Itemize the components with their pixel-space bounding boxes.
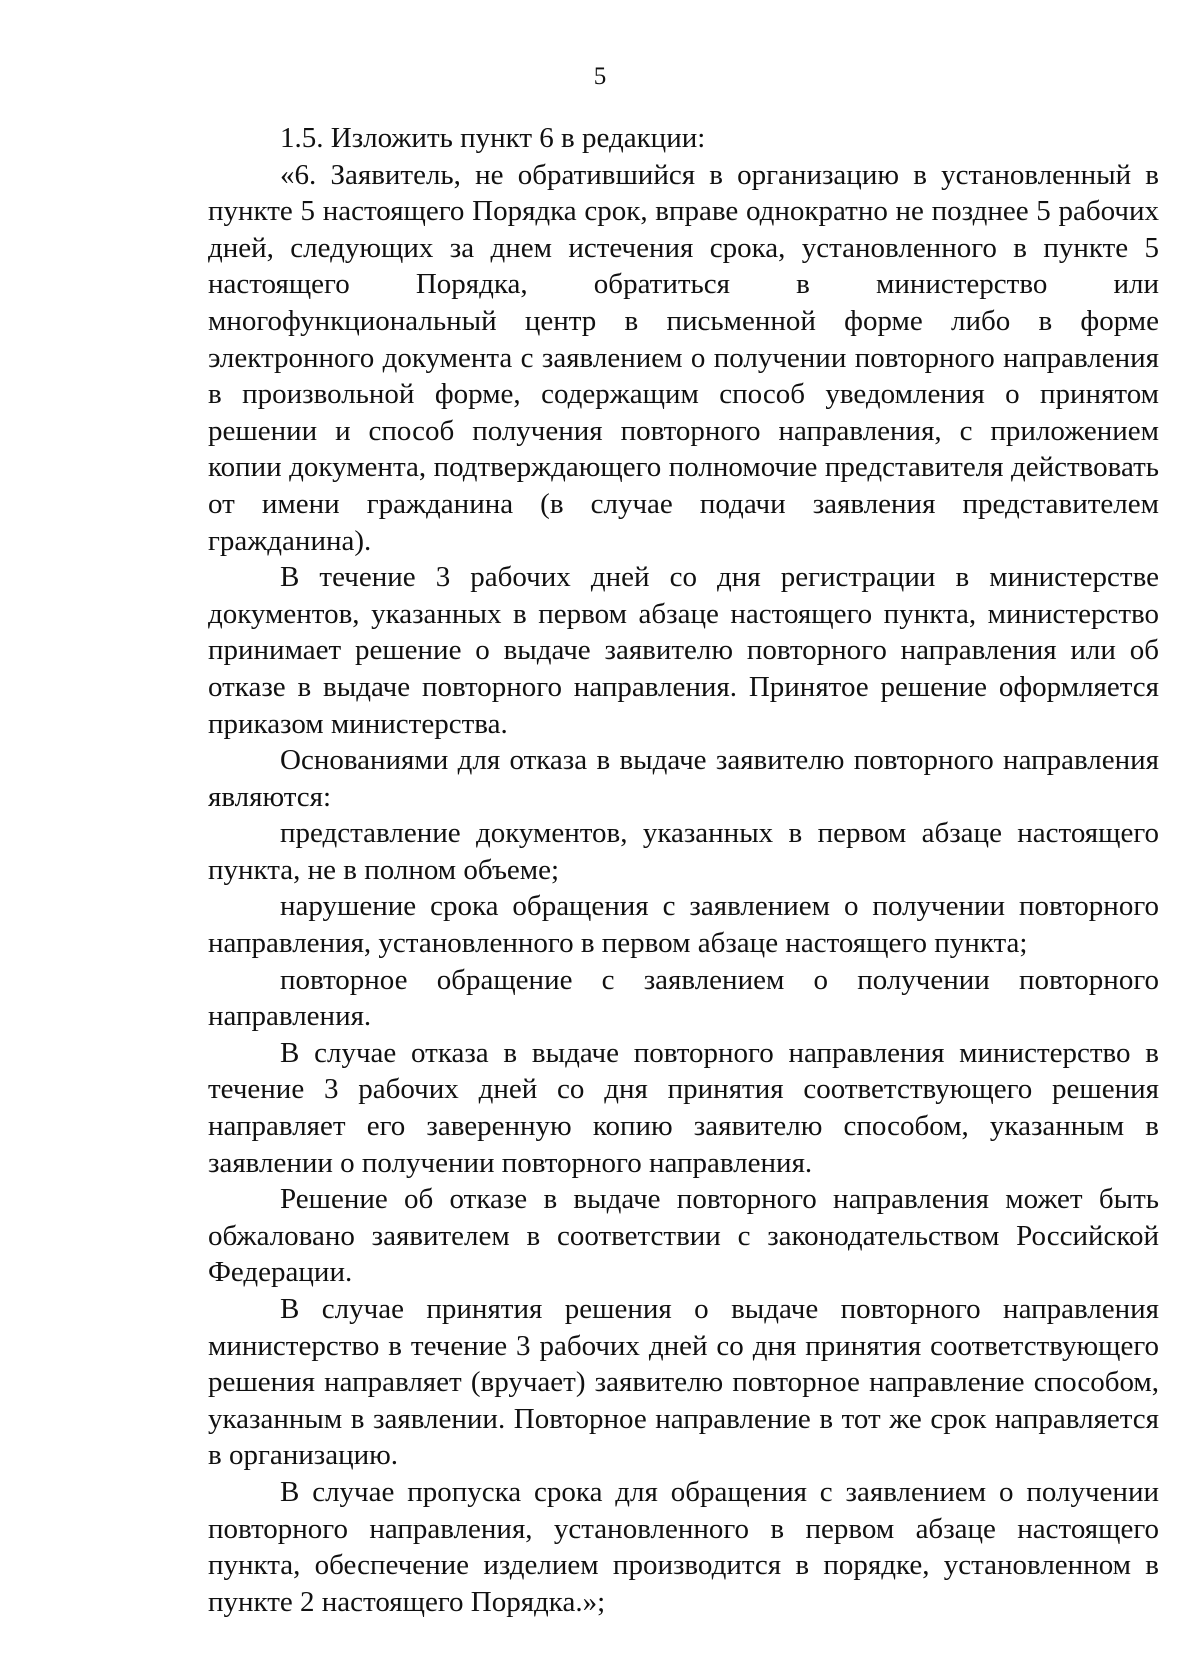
paragraph-refusal-ground-3: повторное обращение с заявлением о получении повторного направления. (208, 963, 1159, 1033)
paragraph-refusal-notice: В случае отказа в выдаче повторного направления министерство в течение 3 рабочих дней со дня принятия соответствующего решения направляет его заверенную копию заявителю способом, указанным в заявлении о получении повторного направления. (208, 1036, 1159, 1179)
paragraph-missed-deadline: В случае пропуска срока для обращения с заявлением о получении повторного направления, установленного в первом абзаце настоящего пункта, обеспечение изделием производится в порядке, установленном в пункте 2 настоящего Порядка.»; (208, 1475, 1159, 1618)
paragraph-appeal: Решение об отказе в выдаче повторного направления может быть обжаловано заявителем в соответствии с законодательством Российской Федерации. (208, 1183, 1159, 1289)
paragraph-refusal-ground-1: представление документов, указанных в первом абзаце настоящего пункта, не в полном объеме; (208, 817, 1159, 886)
paragraph-refusal-grounds-intro: Основаниями для отказа в выдаче заявителю повторного направления являются: (208, 744, 1159, 813)
paragraph-refusal-ground-2: нарушение срока обращения с заявлением о получении повторного направления, установленного в первом абзаце настоящего пункта; (208, 890, 1159, 960)
paragraph-decision-term: В течение 3 рабочих дней со дня регистрации в министерстве документов, указанных в первом абзаце настоящего пункта, министерство принимает решение о выдаче заявителю повторного направления или об отказе в выдаче повторного направления. Принятое решение оформляется приказом министерства. (208, 561, 1159, 740)
page-number: 5 (593, 63, 607, 90)
document-body (208, 120, 1159, 1620)
paragraph-amendment-heading: 1.5. Изложить пункт 6 в редакции: (280, 122, 706, 154)
paragraph-point-6: «6. Заявитель, не обратившийся в организацию в установленный в пункте 5 настоящего Порядка срок, вправе однократно не позднее 5 рабочих дней, следующих за днем истечения срока, установленного в пункте 5 настоящего Порядка, обратиться в министерство или многофункциональный центр в письменной форме либо в форме электронного документа с заявлением о получении повторного направления в произвольной форме, содержащим способ уведомления о принятом решении и способ получения повторного направления, с приложением копии документа, подтверждающего полномочие представителя действовать от имени гражданина (в случае подачи заявления представителем гражданина). (208, 158, 1159, 557)
paragraph-issue-decision: В случае принятия решения о выдаче повторного направления министерство в течение 3 рабочих дней со дня принятия соответствующего решения направляет (вручает) заявителю повторное направление способом, указанным в заявлении. Повторное направление в тот же срок направляется в организацию. (208, 1293, 1159, 1472)
